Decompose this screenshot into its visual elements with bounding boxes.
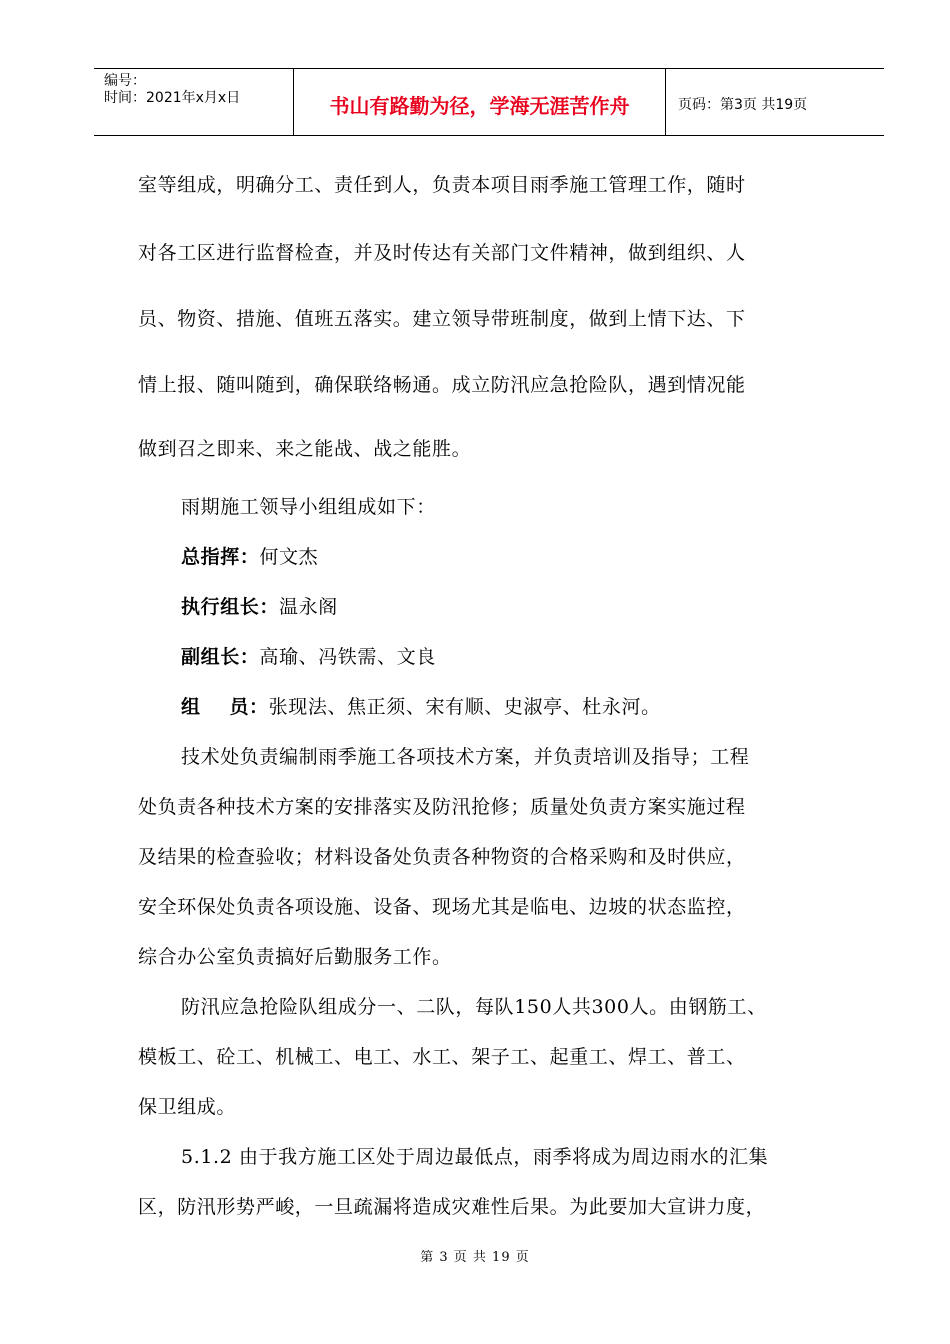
body-line: 防汛应急抢险队组成分一、二队，每队150人共300人。由钢筋工、 [181,996,767,1018]
role-value: 何文杰 [259,546,319,568]
header-motto: 书山有路勤为径，学海无涯苦作舟 [294,69,666,135]
role-line-deputy-leader [181,642,901,669]
page-header [94,68,884,136]
body-line: 员、物资、措施、值班五落实。建立领导带班制度，做到上情下达、下 [138,308,746,330]
body-line: 模板工、砼工、机械工、电工、水工、架子工、起重工、焊工、普工、 [138,1046,746,1068]
body-line: 情上报、随叫随到，确保联络畅通。成立防汛应急抢险队，遇到情况能 [138,374,746,396]
body-line: 保卫组成。 [138,1096,237,1118]
body-line: 安全环保处负责各项设施、设备、现场尤其是临电、边坡的状态监控， [138,896,746,918]
body-line: 5.1.2 由于我方施工区处于周边最低点，雨季将成为周边雨水的汇集 [181,1146,769,1168]
role-line-executive-leader [181,592,901,619]
role-label: 组 员： [181,696,269,718]
body-line: 区，防汛形势严峻，一旦疏漏将造成灾难性后果。为此要加大宣讲力度， [138,1196,766,1218]
body-line: 室等组成，明确分工、责任到人，负责本项目雨季施工管理工作，随时 [138,174,746,196]
role-value: 张现法、焦正须、宋有顺、史淑亭、杜永河。 [268,696,661,718]
body-line: 技术处负责编制雨季施工各项技术方案，并负责培训及指导；工程 [181,746,750,768]
header-meta [94,69,294,135]
body-line: 处负责各种技术方案的安排落实及防汛抢修；质量处负责方案实施过程 [138,796,746,818]
role-line-members [181,692,901,719]
role-label: 执行组长： [181,596,280,618]
role-label: 总指挥： [181,546,260,568]
role-value: 温永阁 [279,596,338,618]
body-line: 对各工区进行监督检查，并及时传达有关部门文件精神，做到组织、人 [138,242,746,264]
page-footer: 第 3 页 共 19 页 [420,1250,530,1265]
time-label: 时间：2021年x月x日 [104,90,241,106]
body-line: 及结果的检查验收；材料设备处负责各种物资的合格采购和及时供应， [138,846,746,868]
serial-number-label: 编号： [104,73,146,89]
role-line-commander [181,542,901,569]
body-line: 做到召之即来、来之能战、战之能胜。 [138,438,472,460]
role-label: 副组长： [181,646,260,668]
header-page-info: 页码：第3页 共19页 [678,97,808,113]
body-line: 综合办公室负责搞好后勤服务工作。 [138,946,452,968]
body-line: 雨期施工领导小组组成如下： [181,496,436,518]
role-value: 高瑜、冯铁需、文良 [259,646,436,668]
